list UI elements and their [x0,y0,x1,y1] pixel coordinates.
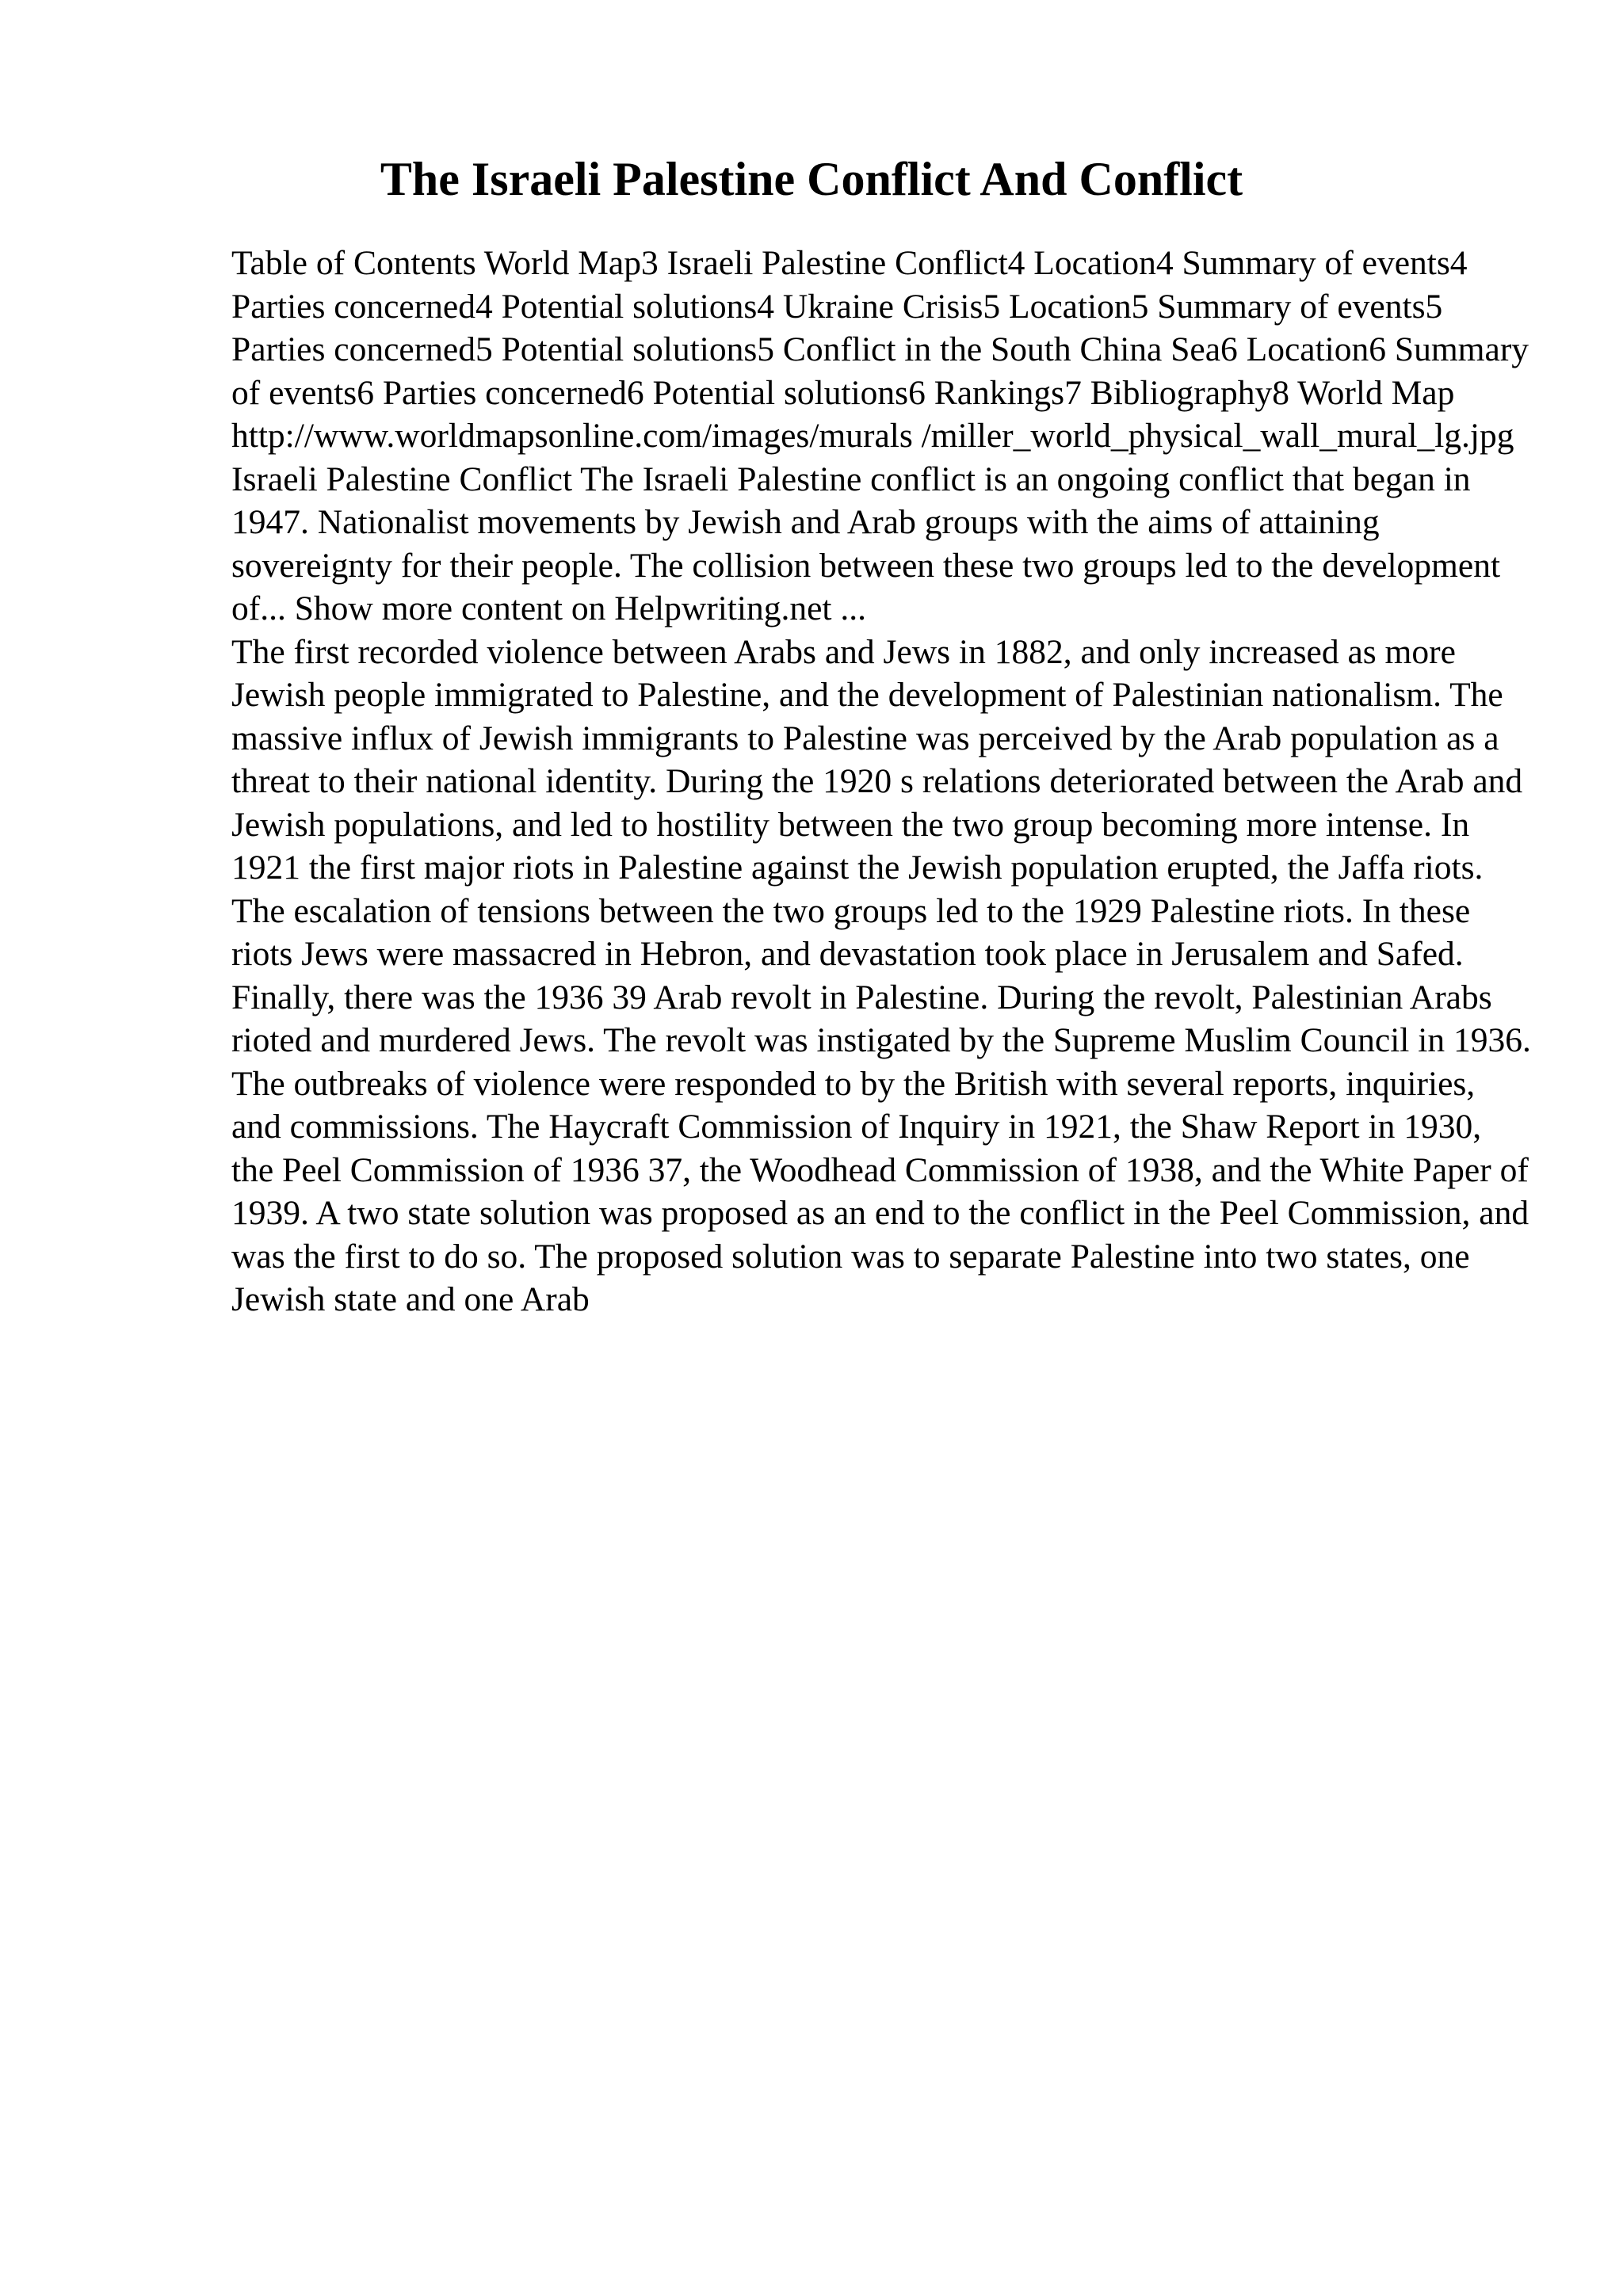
document-title: The Israeli Palestine Conflict And Conflict [380,153,1243,205]
paragraph-history: The first recorded violence between Arabs and Jews in 1882, and only increased as more Jewish people immigrated to Palestine, and the development of Palestinian nationalism. The massive influx of Jewish immigrants to Palestine was perceived by the Arab population as a threat to their national identity. During the 1920 s relations deteriorated between the Arab and Jewish populations, and led to hostility between the two group becoming more intense. In 1921 the first major riots in Palestine against the Jewish population erupted, the Jaffa riots. The escalation of tensions between the two groups led to the 1929 Palestine riots. In these riots Jews were massacred in Hebron, and devastation took place in Jerusalem and Safed. Finally, there was the 1936 39 Arab revolt in Palestine. During the revolt, Palestinian Arabs rioted and murdered Jews. The revolt was instigated by the Supreme Muslim Council in 1936. The outbreaks of violence were responded to by the British with several reports, inquiries, and commissions. The Haycraft Commission of Inquiry in 1921, the Shaw Report in 1930, the Peel Commission of 1936 37, the Woodhead Commission of 1938, and the White Paper of 1939. A two state solution was proposed as an end to the conflict in the Peel Commission, and was the first to do so. The proposed solution was to separate Palestine into two states, one Jewish state and one Arab [231,632,1531,1318]
document-body [231,242,1531,1322]
paragraph-table-of-contents: Table of Contents World Map3 Israeli Palestine Conflict4 Location4 Summary of events4 Parties concerned4 Potential solutions4 Ukraine Crisis5 Location5 Summary of events5 Parties concerned5 Potential solutions5 Conflict in the South China Sea6 Location6 Summary of events6 Parties concerned6 Potential solutions6 Rankings7 Bibliography8 World Map http://www.worldmapsonline.com/images/murals /miller_world_physical_wall_mural_lg.jpg Israeli Palestine Conflict The Israeli Palestine conflict is an ongoing conflict that began in 1947. Nationalist movements by Jewish and Arab groups with the aims of attaining sovereignty for their people. The collision between these two groups led to the development of... Show more content on Helpwriting.net ... [231,244,1529,627]
